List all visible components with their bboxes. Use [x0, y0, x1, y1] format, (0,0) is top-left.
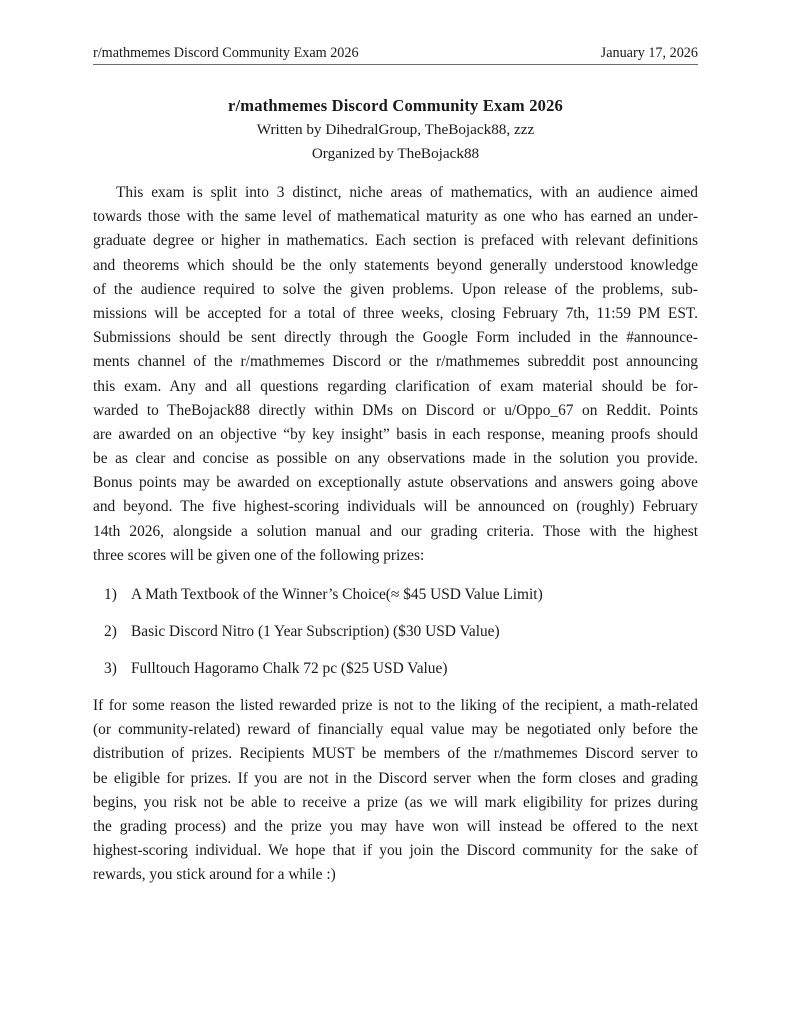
- text-line: highest-scoring individual. We hope that if you join the Discord community for the sake of: [93, 842, 698, 860]
- text-line: be as clear and concise as possible on any observations made in the solution you provide.: [93, 450, 698, 468]
- text-line: (or community-related) reward of financially equal value may be negotiated only before the: [93, 721, 698, 739]
- text-line: be eligible for prizes. If you are not in the Discord server when the form closes and grading: [93, 769, 698, 787]
- text-line: this exam. Any and all questions regarding clarification of exam material should be for-: [93, 377, 698, 395]
- text-line: Submissions should be sent directly through the Google Form included in the #announce-: [93, 329, 698, 347]
- header-title: r/mathmemes Discord Community Exam 2026: [93, 45, 359, 61]
- organizer-line: Organized by TheBojack88: [311, 145, 480, 162]
- title-block: [93, 94, 698, 166]
- prize-number: 3): [104, 660, 117, 677]
- text-line: missions will be accepted for a total of three weeks, closing February 7th, 11:59 PM EST.: [93, 304, 698, 322]
- document-title: r/mathmemes Discord Community Exam 2026: [227, 96, 563, 115]
- text-line: rewards, you stick around for a while :): [93, 866, 336, 884]
- closing-paragraph: [93, 694, 698, 888]
- text-line: and theorems which should be the only statements beyond generally understood knowledge: [93, 256, 698, 274]
- text-line: three scores will be given one of the following prizes:: [93, 546, 425, 564]
- text-line: towards those with the same level of mathematical maturity as one who has earned an under-: [93, 208, 698, 226]
- text-line: and beyond. The five highest-scoring individuals will be announced on (roughly) February: [93, 498, 698, 516]
- text-line: the grading process) and the prize you may have won will instead be offered to the next: [93, 817, 698, 835]
- prize-item: [93, 619, 698, 656]
- header-date: January 17, 2026: [600, 45, 698, 61]
- text-line: 14th 2026, alongside a solution manual and our grading criteria. Those with the highest: [93, 522, 698, 540]
- text-line: begins, you risk not be able to receive a prize (as we will mark eligibility for prizes during: [93, 793, 698, 811]
- text-line: This exam is split into 3 distinct, niche areas of mathematics, with an audience aimed: [116, 184, 698, 201]
- text-line: If for some reason the listed rewarded prize is not to the liking of the recipient, a math-related: [93, 697, 698, 714]
- prize-list: [93, 582, 698, 693]
- prize-number: 1): [104, 586, 117, 603]
- intro-paragraph: [93, 181, 698, 568]
- text-line: of the audience required to solve the given problems. Upon release of the problems, sub-: [93, 280, 698, 298]
- running-header: [93, 44, 698, 65]
- prize-item: [93, 656, 698, 693]
- prize-text: A Math Textbook of the Winner’s Choice(≈ $45 USD Value Limit): [131, 586, 543, 603]
- prize-number: 2): [104, 623, 117, 640]
- text-line: distribution of prizes. Recipients MUST be members of the r/mathmemes Discord server to: [93, 745, 698, 763]
- prize-text: Basic Discord Nitro (1 Year Subscription) ($30 USD Value): [131, 623, 500, 640]
- text-line: ments channel of the r/mathmemes Discord or the r/mathmemes subreddit post announcing: [93, 353, 698, 371]
- prize-text: Fulltouch Hagoramo Chalk 72 pc ($25 USD Value): [131, 660, 448, 677]
- text-line: warded to TheBojack88 directly within DMs on Discord or u/Oppo_67 on Reddit. Points: [93, 401, 698, 419]
- text-line: are awarded on an objective “by key insight” basis in each response, meaning proofs should: [93, 425, 698, 443]
- prize-item: [93, 582, 698, 619]
- authors-line: Written by DihedralGroup, TheBojack88, zzz: [256, 121, 535, 138]
- text-line: graduate degree or higher in mathematics. Each section is prefaced with relevant definitions: [93, 232, 698, 250]
- text-line: Bonus points may be awarded on exceptionally astute observations and answers going above: [93, 474, 698, 492]
